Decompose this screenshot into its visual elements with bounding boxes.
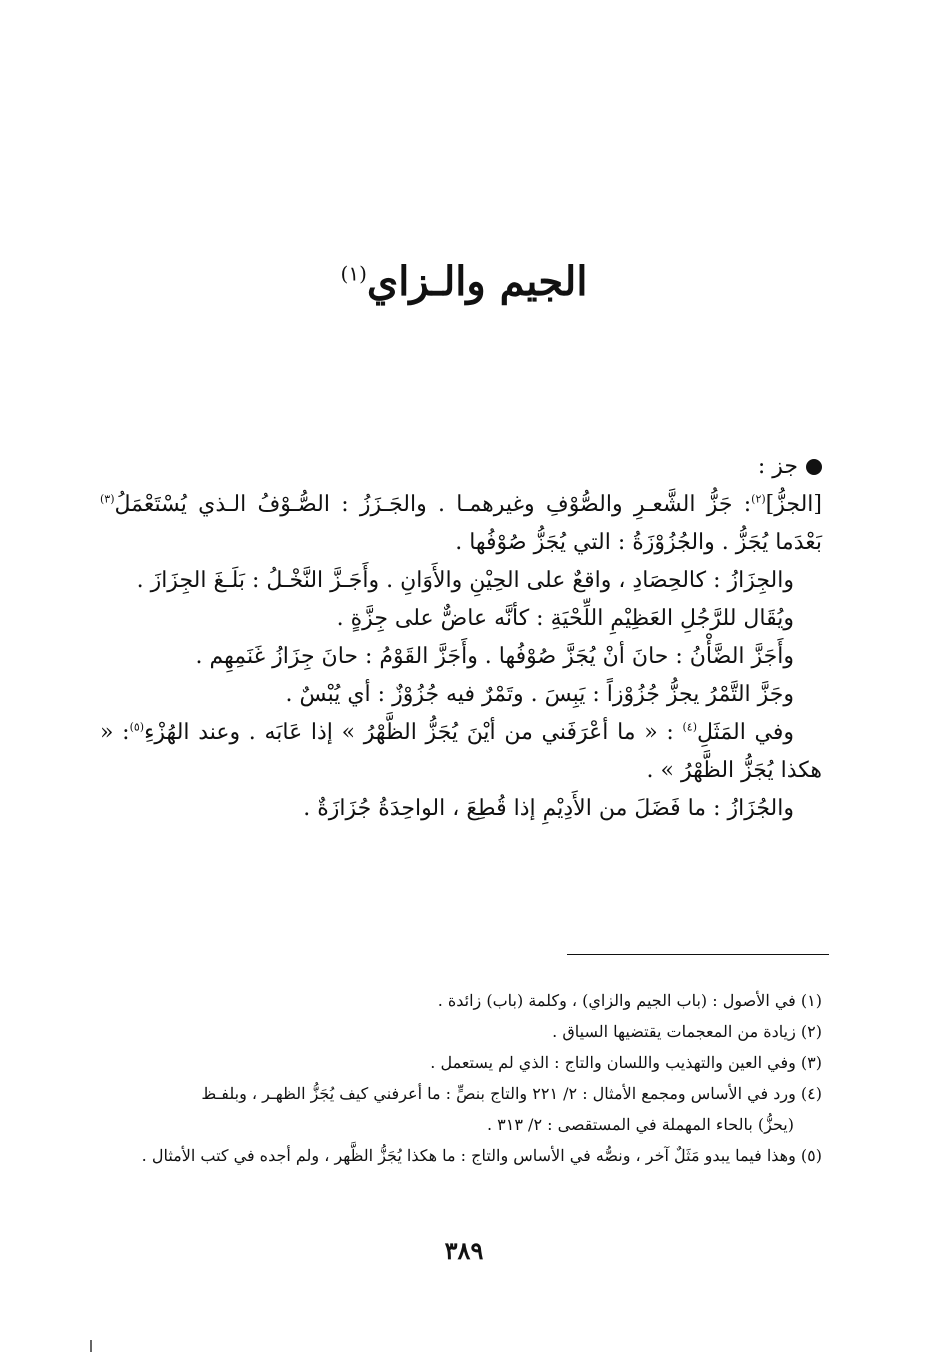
footnote-ref-2: (٢) — [751, 492, 766, 506]
footnote-ref-5: (٥) — [129, 720, 145, 734]
footnote-separator — [567, 954, 829, 955]
footnotes — [94, 985, 822, 1171]
footnote-2: (٢) زيادة من المعجمات يقتضيها السياق . — [552, 1022, 822, 1041]
entry-paragraph-3: ويُقَال للرَّجُلِ العَظِيْمِ اللِّحْيَةِ : كأنَّه عاضٌّ على جِزَّةٍ . — [336, 606, 794, 631]
entry-paragraph-5: وجَزَّ التَّمْرُ يجزُّ جُزُوْزاً : يَبِسَ . وتَمْرٌ فيه جُزُوْزٌ : أي يُبْسٌ . — [285, 682, 794, 707]
chapter-title-text: الجيم والـزاي — [366, 258, 588, 305]
footnote-5: (٥) وهذا فيما يبدو مَثَلٌ آخر ، ونصُّه في الأساس والتاج : ما هكذا يُجَزُّ الظَّهر ، ولم أجده في كتب الأمثال . — [141, 1146, 822, 1165]
footnote-ref-3: (٣) — [100, 492, 115, 506]
entry-paragraph-6 — [100, 714, 822, 790]
entry-headword-line — [100, 448, 822, 486]
entry-paragraph-2: والجِزَازُ : كالحِصَادِ ، واقعٌ على الحِيْنِ والأَوَانِ . وأَجَـزَّ النَّخْـلُ : بَلَـغَ الجِزَازَ . — [136, 568, 794, 593]
entry-paragraph-6-text-a: وفي المَثَلِ — [697, 720, 795, 745]
entry-paragraph-1 — [100, 486, 822, 562]
entry-paragraph-4: وأَجَزَّ الضَّأْنُ : حانَ أنْ يُجَزَّ صُوْفُها . وأَجَزَّ القَوْمُ : حانَ جِزَازُ غَنَمِهِم . — [195, 644, 794, 669]
entry-paragraph-1-text-continued: بَعْدَما يُجَزُّ . والجُزُوْزَةُ : التي يُجَزُّ صُوْفُها . — [455, 530, 822, 555]
entry-headword: جز : — [757, 454, 798, 479]
footnote-1: (١) في الأصول : (باب الجيم والزاي) ، وكلمة (باب) زائدة . — [437, 991, 822, 1010]
entry-paragraph-1-text: : جَزُّ الشَّعـرِ والصُّوْفِ وغيرهمـا . والجَـزَزُ : الصُّـوْفُ الـذي يُسْتَعْمَلُ — [114, 492, 752, 517]
entry-paragraph-6-text-c: : « هكذا يُجَزُّ الظَّهْرُ » . — [100, 720, 822, 783]
page-number: ٣٨٩ — [444, 1236, 484, 1265]
bullet-icon — [806, 459, 822, 475]
dictionary-entry — [100, 448, 822, 828]
footnote-3: (٣) وفي العين والتهذيب واللسان والتاج : الذي لم يستعمل . — [430, 1053, 822, 1072]
bracketed-term: [الجزُّ] — [765, 492, 822, 517]
entry-paragraph-7: والجُزَازُ : ما فَضَلَ من الأَدِيْمِ إذا قُطِعَ ، الواحِدَةُ جُزَازَةٌ . — [303, 796, 794, 821]
chapter-title-footnote-ref: (١) — [340, 261, 367, 286]
footnote-ref-4: (٤) — [682, 720, 698, 734]
entry-paragraph-6-text-b: : « ما أعْرَفَني من أيْنَ يُجَزُّ الظَّهْرُ » إذا عَابَه . وعند الهُزْءِ — [144, 720, 674, 745]
footnote-4-continued: (يحزُّ) بالحاء المهملة في المستقصى : ٢/ ٣١٣ . — [487, 1115, 794, 1134]
chapter-title — [0, 252, 928, 312]
footnote-4: (٤) ورد في الأساس ومجمع الأمثال : ٢/ ٢٢١ والتاج بنصٍّ : ما أعرفني كيف يُجَزُّ الظهـر ، وبلفـظ — [201, 1084, 822, 1103]
scan-mark — [90, 1340, 92, 1352]
